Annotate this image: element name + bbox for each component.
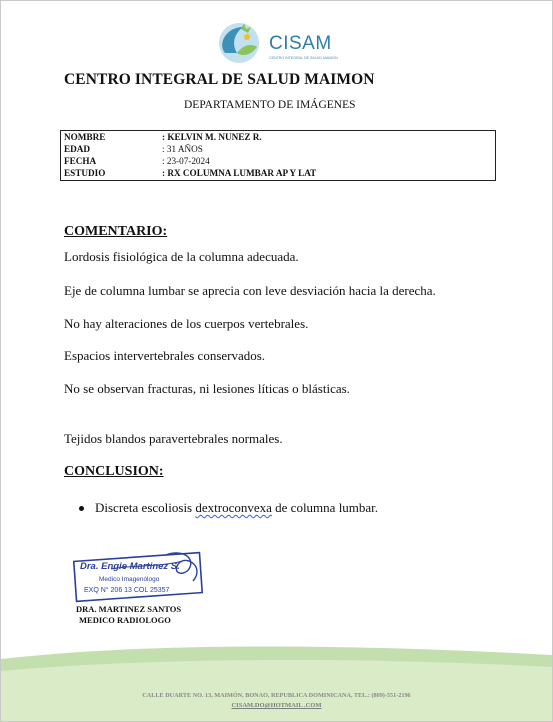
logo-subtext: CENTRO INTEGRAL DE SALUD MAIMON: [269, 56, 338, 60]
date-value: : 23-07-2024: [162, 156, 210, 166]
patient-row-age: [64, 144, 494, 155]
stamp-doctor-role: Medico Imagenólogo: [99, 576, 160, 583]
date-label: FECHA: [64, 156, 97, 166]
finding-line: No hay alteraciones de los cuerpos vertebrales.: [64, 316, 309, 331]
age-label: EDAD: [64, 144, 91, 154]
patient-row-study: [64, 168, 494, 179]
study-value: : RX COLUMNA LUMBAR AP Y LAT: [162, 168, 317, 178]
cisam-logo: [211, 19, 346, 67]
patient-row-date: [64, 156, 494, 167]
name-label: NOMBRE: [64, 132, 106, 142]
conclusion-flagged-word: dextroconvexa: [195, 500, 272, 515]
finding-line: No se observan fracturas, ni lesiones líticas o blásticas.: [64, 381, 350, 396]
study-label: ESTUDIO: [64, 168, 106, 178]
conclusion-bullet-item: [79, 500, 378, 516]
doctor-name: DRA. MARTINEZ SANTOS: [76, 604, 182, 614]
doctor-role: MEDICO RADIOLOGO: [79, 615, 171, 625]
finding-line: Espacios intervertebrales conservados.: [64, 348, 266, 363]
finding-line: Eje de columna lumbar se aprecia con leve desviación hacia la derecha.: [64, 283, 436, 298]
conclusion-text-prefix: Discreta escoliosis: [95, 500, 196, 515]
conclusion-heading: CONCLUSION:: [64, 464, 164, 479]
finding-line: Lordosis fisiológica de la columna adecuada.: [64, 249, 299, 264]
bullet-icon: [79, 506, 84, 511]
footer-email: CISAM.DO@HOTMAIL .COM: [231, 702, 322, 709]
patient-info-box: [60, 130, 496, 181]
logo-wordmark: CISAM: [269, 33, 332, 54]
footer-address: CALLE DUARTE NO. 13, MAIMÓN, BONAO, REPUBLICA DOMINICANA, TEL.: (809)-551-2196: [142, 692, 411, 699]
department-subtitle: DEPARTAMENTO DE IMÁGENES: [184, 99, 356, 111]
name-value: : KELVIN M. NUNEZ R.: [162, 132, 262, 142]
stamp-doctor-name: Dra. Engie Martinez S.: [80, 561, 180, 572]
patient-row-name: [64, 132, 494, 143]
doctor-stamp: [71, 547, 211, 607]
comentario-heading: COMENTARIO:: [64, 224, 168, 239]
institution-title: CENTRO INTEGRAL DE SALUD MAIMON: [64, 71, 375, 88]
conclusion-text-suffix: de columna lumbar.: [271, 500, 379, 515]
stamp-exequatur: EXQ N° 206 13 COL 25357: [84, 587, 170, 594]
finding-line: Tejidos blandos paravertebrales normales.: [64, 431, 283, 446]
age-value: : 31 AÑOS: [162, 144, 203, 154]
logo-emblem-icon: [211, 19, 271, 67]
footer-wave-band: [1, 641, 552, 722]
